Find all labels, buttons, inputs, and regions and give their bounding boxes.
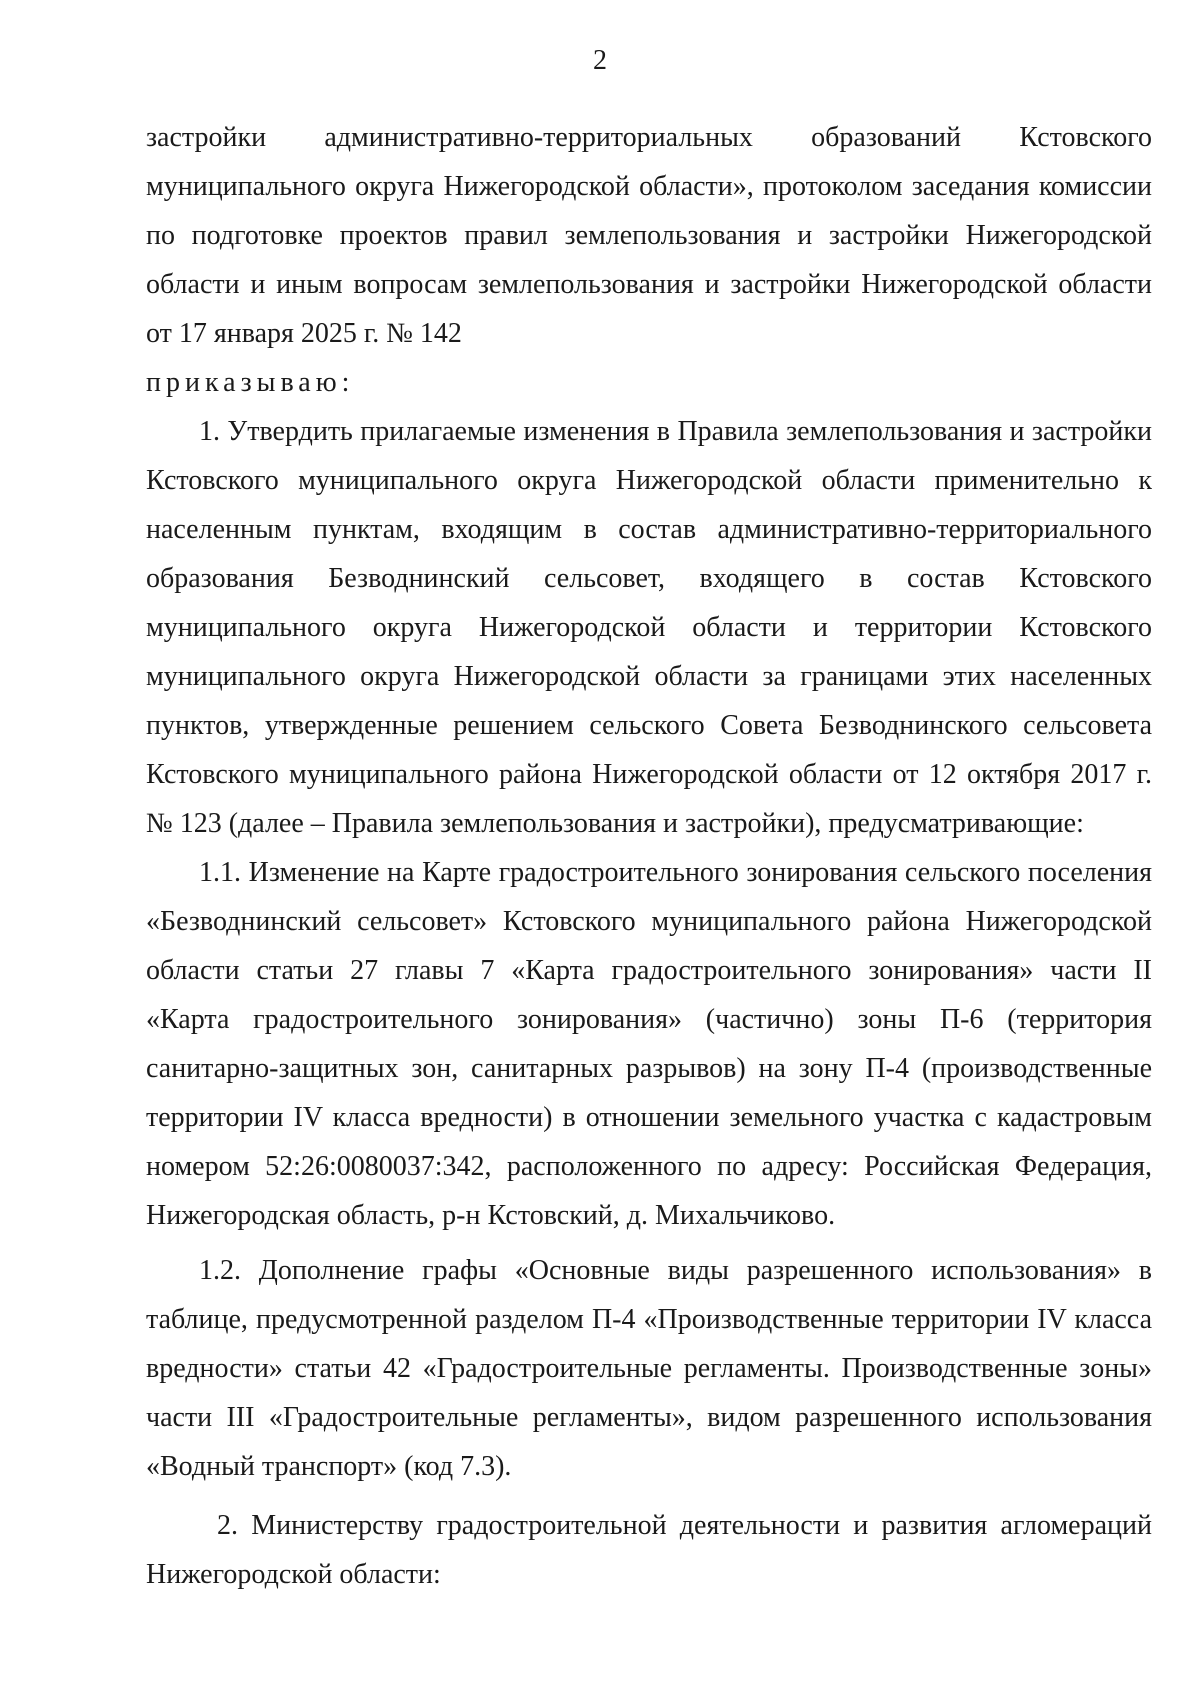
intro-continuation-paragraph: застройки административно-территориальных образований Кстовского муниципального округа Нижегородской области», протоколом заседания комиссии по подготовке проектов правил землепользования и застройки Нижегородской области и иным вопросам землепользования и застройки Нижегородской области от 17 января 2025 г. № 142 xyxy=(146,122,1152,349)
item-1-1-paragraph: 1.1. Изменение на Карте градостроительного зонирования сельского поселения «Безводнинский сельсовет» Кстовского муниципального района Нижегородской области статьи 27 главы 7 «Карта градостроительного зонирования» части II «Карта градостроительного зонирования» (частично) зоны П-6 (территория санитарно-защитных зон, санитарных разрывов) на зону П-4 (производственные территории IV класса вредности) в отношении земельного участка с кадастровым номером 52:26:0080037:342, расположенного по адресу: Российская Федерация, Нижегородская область, р-н Кстовский, д. Михальчиково. xyxy=(146,857,1152,1231)
document-body xyxy=(146,113,1152,1599)
item-2-paragraph: 2. Министерству градостроительной деятельности и развития агломераций Нижегородской области: xyxy=(146,1510,1152,1590)
item-1-2-paragraph: 1.2. Дополнение графы «Основные виды разрешенного использования» в таблице, предусмотренной разделом П-4 «Производственные территории IV класса вредности» статьи 42 «Градостроительные регламенты. Производственные зоны» части III «Градостроительные регламенты», видом разрешенного использования «Водный транспорт» (код 7.3). xyxy=(146,1255,1152,1482)
item-1-paragraph: 1. Утвердить прилагаемые изменения в Правила землепользования и застройки Кстовского муниципального округа Нижегородской области применительно к населенным пунктам, входящим в состав административно-территориального образования Безводнинский сельсовет, входящего в состав Кстовского муниципального округа Нижегородской области и территории Кстовского муниципального округа Нижегородской области за границами этих населенных пунктов, утвержденные решением сельского Совета Безводнинского сельсовета Кстовского муниципального района Нижегородской области от 12 октября 2017 г. № 123 (далее – Правила землепользования и застройки), предусматривающие: xyxy=(146,416,1152,839)
order-word: приказываю: xyxy=(146,367,355,398)
page-number: 2 xyxy=(593,45,607,76)
